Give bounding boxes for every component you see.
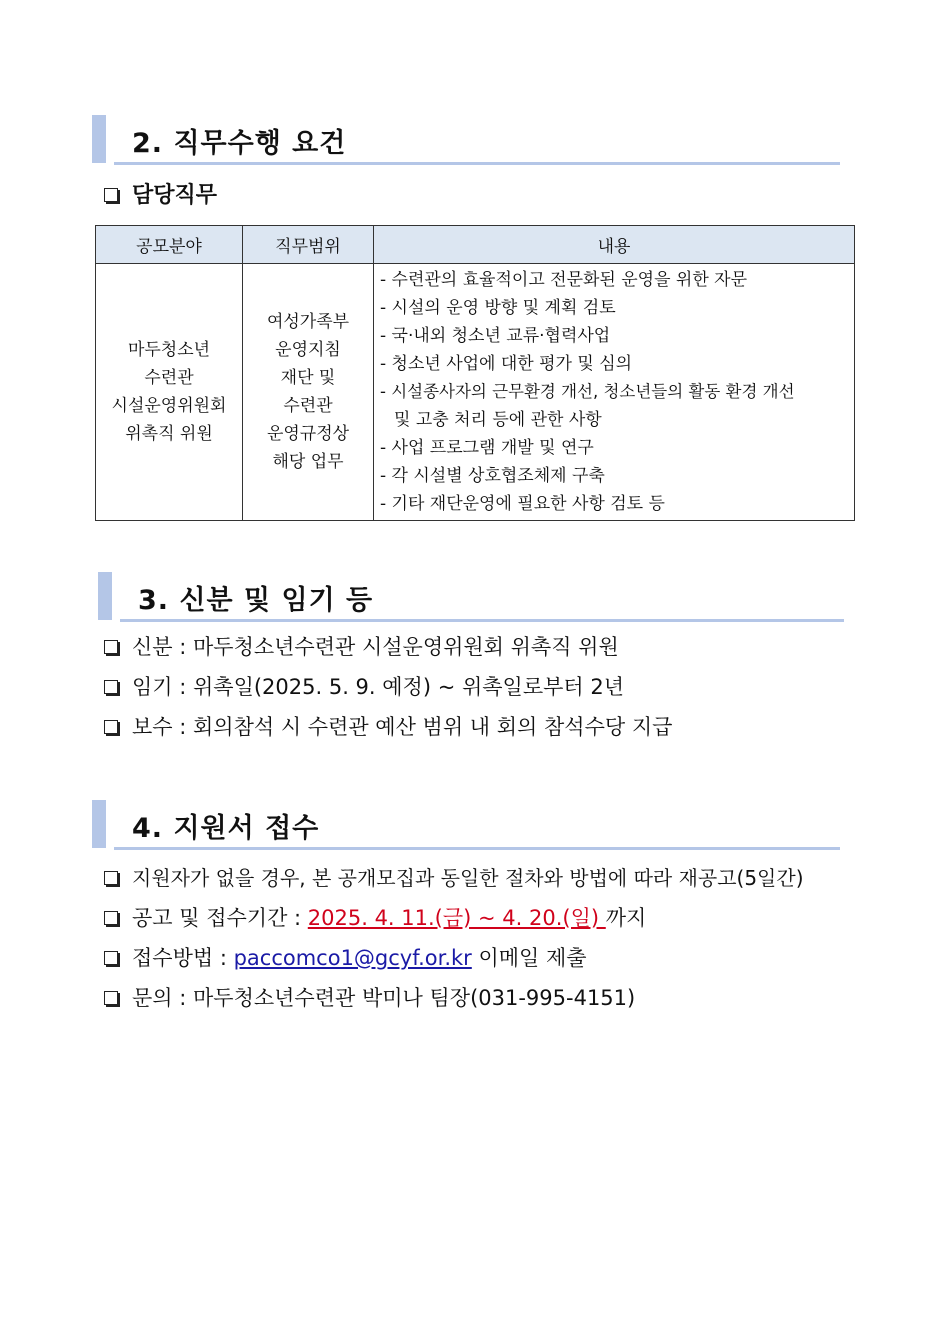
email-link[interactable]: paccomco1@gcyf.or.kr	[233, 946, 472, 970]
method-suffix: 이메일 제출	[471, 946, 587, 970]
content-line: - 시설종사자의 근무환경 개선, 청소년들의 활동 환경 개선	[380, 382, 795, 401]
pay-text: 보수 : 회의참석 시 수련관 예산 범위 내 회의 참석수당 지급	[132, 715, 673, 739]
duty-subheading	[104, 178, 217, 209]
duty-table	[95, 225, 855, 521]
section-2-title: 2. 직무수행 요건	[132, 128, 347, 159]
section-bar	[98, 572, 112, 620]
header-scope: 직무범위	[243, 226, 374, 264]
content-line: - 시설의 운영 방향 및 계획 검토	[380, 298, 616, 318]
term-item	[104, 673, 624, 701]
section-rule	[114, 847, 840, 850]
checkbox-bullet-icon	[104, 991, 118, 1005]
table-header-row	[96, 226, 855, 264]
contact-text: 문의 : 마두청소년수련관 박미나 팀장(031-995-4151)	[132, 986, 636, 1010]
scope-line: 여성가족부	[266, 312, 350, 332]
field-line: 수련관	[144, 368, 194, 388]
section-2-header	[92, 115, 840, 165]
scope-line: 재단 및	[280, 368, 336, 388]
scope-line: 해당 업무	[272, 452, 344, 472]
section-rule	[120, 619, 844, 622]
scope-line: 수련관	[283, 396, 333, 416]
content-line: - 수련관의 효율적이고 전문화된 운영을 위한 자문	[380, 270, 747, 290]
method-label: 접수방법 :	[132, 946, 234, 970]
section-bar	[92, 800, 106, 848]
status-item	[104, 633, 619, 661]
section-3-title: 3. 신분 및 임기 등	[138, 585, 374, 616]
content-line: - 청소년 사업에 대한 평가 및 심의	[380, 354, 633, 374]
pay-item	[104, 713, 672, 741]
section-rule	[114, 162, 840, 165]
checkbox-bullet-icon	[104, 680, 118, 694]
content-line: - 각 시설별 상호협조체제 구축	[380, 466, 605, 486]
scope-line: 운영지침	[275, 340, 341, 360]
section-4-title: 4. 지원서 접수	[132, 813, 320, 844]
checkbox-bullet-icon	[104, 640, 118, 654]
checkbox-bullet-icon	[104, 188, 118, 202]
period-dates: 2025. 4. 11.(금) ~ 4. 20.(일)	[307, 906, 606, 930]
checkbox-bullet-icon	[104, 951, 118, 965]
checkbox-bullet-icon	[104, 871, 118, 885]
content-cell	[374, 264, 855, 521]
checkbox-bullet-icon	[104, 911, 118, 925]
period-suffix: 까지	[605, 906, 647, 930]
status-text: 신분 : 마두청소년수련관 시설운영위원회 위촉직 위원	[132, 635, 619, 659]
table-row	[96, 264, 855, 521]
header-content: 내용	[374, 226, 855, 264]
content-line: 및 고충 처리 등에 관한 사항	[394, 410, 602, 430]
field-line: 마두청소년	[127, 340, 211, 360]
term-text: 임기 : 위촉일(2025. 5. 9. 예정) ~ 위촉일로부터 2년	[132, 675, 625, 699]
readvertise-text: 지원자가 없을 경우, 본 공개모집과 동일한 절차와 방법에 따라 재공고(5일간)	[132, 866, 804, 890]
section-4-header	[92, 800, 840, 850]
readvertise-item	[104, 864, 804, 892]
contact-item	[104, 984, 635, 1012]
field-line: 위촉직 위원	[125, 424, 213, 444]
scope-line: 운영규정상	[266, 424, 350, 444]
duty-subheading-label: 담당직무	[132, 183, 218, 208]
method-item	[104, 944, 587, 972]
section-bar	[92, 115, 106, 163]
content-line: - 기타 재단운영에 필요한 사항 검토 등	[380, 494, 665, 514]
content-line: - 사업 프로그램 개발 및 연구	[380, 438, 594, 458]
section-3-header	[98, 572, 844, 622]
scope-cell	[243, 264, 374, 521]
header-field: 공모분야	[96, 226, 243, 264]
content-line: - 국·내외 청소년 교류·협력사업	[380, 326, 611, 346]
period-item	[104, 904, 646, 932]
period-label: 공고 및 접수기간 :	[132, 906, 308, 930]
field-cell	[96, 264, 243, 521]
checkbox-bullet-icon	[104, 720, 118, 734]
field-line: 시설운영위원회	[111, 396, 227, 416]
